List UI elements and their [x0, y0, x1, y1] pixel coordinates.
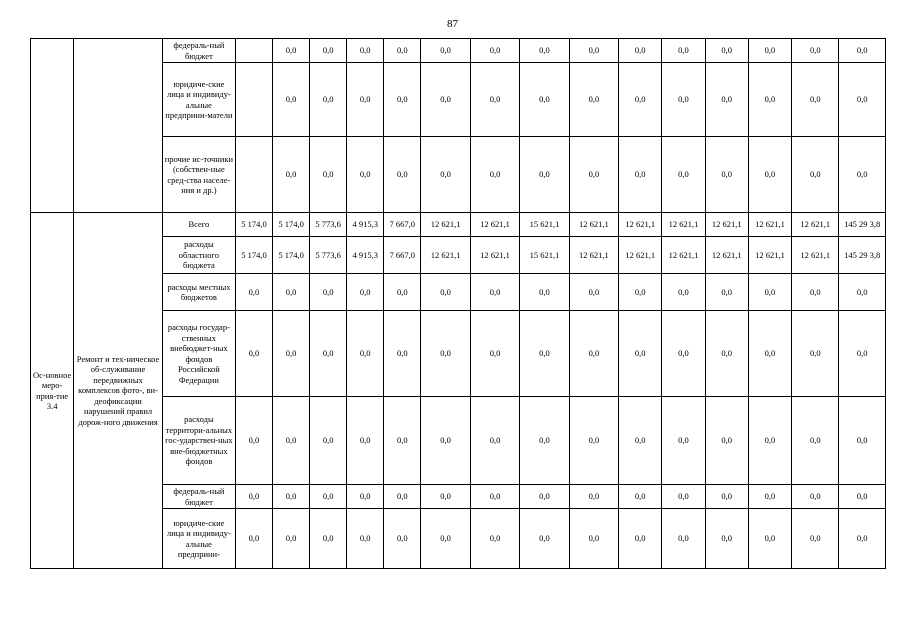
- value-cell: 0,0: [662, 397, 705, 485]
- value-cell: 0,0: [384, 274, 421, 311]
- value-cell: 0,0: [470, 485, 519, 509]
- value-cell: 0,0: [619, 137, 662, 213]
- value-cell: 0,0: [748, 311, 791, 397]
- source-cell: Всего: [162, 213, 235, 237]
- value-cell: 0,0: [748, 274, 791, 311]
- value-cell: 0,0: [421, 509, 470, 569]
- value-cell: 0,0: [619, 63, 662, 137]
- value-cell: 12 621,1: [662, 213, 705, 237]
- value-cell: 12 621,1: [619, 213, 662, 237]
- value-cell: 0,0: [421, 397, 470, 485]
- value-cell: 0,0: [520, 311, 569, 397]
- value-cell: 0,0: [569, 274, 618, 311]
- value-cell: 0,0: [839, 485, 886, 509]
- value-cell: 0,0: [347, 397, 384, 485]
- value-cell: 0,0: [310, 311, 347, 397]
- value-cell: 0,0: [273, 485, 310, 509]
- value-cell: 0,0: [619, 509, 662, 569]
- value-cell: 12 621,1: [421, 213, 470, 237]
- value-cell: 145 29 3,8: [839, 213, 886, 237]
- value-cell: 5 174,0: [235, 237, 272, 274]
- value-cell: 0,0: [470, 274, 519, 311]
- funding-table: [30, 38, 886, 569]
- value-cell: [235, 63, 272, 137]
- value-cell: 0,0: [421, 39, 470, 63]
- value-cell: 145 29 3,8: [839, 237, 886, 274]
- status-cell-continued: [31, 39, 74, 213]
- value-cell: 7 667,0: [384, 237, 421, 274]
- value-cell: 0,0: [310, 509, 347, 569]
- value-cell: 0,0: [470, 397, 519, 485]
- value-cell: 0,0: [748, 39, 791, 63]
- value-cell: 5 174,0: [273, 237, 310, 274]
- value-cell: 0,0: [662, 39, 705, 63]
- value-cell: 0,0: [792, 485, 839, 509]
- value-cell: 0,0: [569, 397, 618, 485]
- value-cell: 12 621,1: [569, 237, 618, 274]
- value-cell: 0,0: [839, 274, 886, 311]
- value-cell: 0,0: [662, 137, 705, 213]
- value-cell: 0,0: [235, 274, 272, 311]
- value-cell: 0,0: [662, 274, 705, 311]
- value-cell: 0,0: [470, 63, 519, 137]
- value-cell: 0,0: [662, 63, 705, 137]
- value-cell: 0,0: [839, 311, 886, 397]
- value-cell: [235, 137, 272, 213]
- value-cell: 0,0: [520, 485, 569, 509]
- value-cell: 0,0: [235, 311, 272, 397]
- value-cell: 5 773,6: [310, 237, 347, 274]
- value-cell: 0,0: [705, 485, 748, 509]
- value-cell: 12 621,1: [705, 237, 748, 274]
- table-row: [31, 213, 886, 237]
- value-cell: 5 174,0: [235, 213, 272, 237]
- value-cell: 0,0: [520, 137, 569, 213]
- value-cell: 0,0: [520, 39, 569, 63]
- value-cell: 4 915,3: [347, 213, 384, 237]
- value-cell: 0,0: [619, 485, 662, 509]
- source-cell: юридиче-ские лица и индивиду-альные предприни-: [162, 509, 235, 569]
- value-cell: 0,0: [384, 63, 421, 137]
- value-cell: 0,0: [347, 137, 384, 213]
- value-cell: 0,0: [421, 274, 470, 311]
- value-cell: 0,0: [705, 397, 748, 485]
- source-cell: расходы местных бюджетов: [162, 274, 235, 311]
- value-cell: 0,0: [619, 39, 662, 63]
- value-cell: 0,0: [705, 39, 748, 63]
- value-cell: 0,0: [662, 485, 705, 509]
- value-cell: 0,0: [569, 311, 618, 397]
- value-cell: 0,0: [748, 137, 791, 213]
- value-cell: 0,0: [792, 397, 839, 485]
- value-cell: 0,0: [235, 485, 272, 509]
- value-cell: 0,0: [384, 397, 421, 485]
- source-cell: расходы государ-ственных внебюджет-ных фондов Российской Федерации: [162, 311, 235, 397]
- measure-status-cell: Ос-новное меро-прия-тие 3.4: [31, 213, 74, 569]
- value-cell: 0,0: [705, 274, 748, 311]
- value-cell: 0,0: [347, 274, 384, 311]
- value-cell: 0,0: [347, 63, 384, 137]
- value-cell: 0,0: [792, 311, 839, 397]
- value-cell: 0,0: [421, 63, 470, 137]
- name-cell-continued: [74, 39, 163, 213]
- value-cell: 0,0: [520, 509, 569, 569]
- value-cell: 12 621,1: [470, 237, 519, 274]
- value-cell: 0,0: [569, 485, 618, 509]
- value-cell: 0,0: [520, 63, 569, 137]
- value-cell: 15 621,1: [520, 213, 569, 237]
- value-cell: 0,0: [273, 274, 310, 311]
- value-cell: 12 621,1: [705, 213, 748, 237]
- value-cell: 0,0: [839, 397, 886, 485]
- value-cell: 12 621,1: [619, 237, 662, 274]
- value-cell: 0,0: [792, 509, 839, 569]
- value-cell: 0,0: [705, 63, 748, 137]
- value-cell: 0,0: [662, 509, 705, 569]
- value-cell: 4 915,3: [347, 237, 384, 274]
- value-cell: 0,0: [662, 311, 705, 397]
- value-cell: 0,0: [792, 274, 839, 311]
- value-cell: 0,0: [273, 39, 310, 63]
- value-cell: 5 773,6: [310, 213, 347, 237]
- value-cell: 0,0: [273, 397, 310, 485]
- value-cell: 0,0: [273, 137, 310, 213]
- source-cell: прочие ис-точники (собствен-ные сред-ства населе-ния и др.): [162, 137, 235, 213]
- value-cell: 0,0: [470, 509, 519, 569]
- value-cell: 0,0: [839, 509, 886, 569]
- value-cell: 0,0: [705, 509, 748, 569]
- value-cell: 0,0: [619, 397, 662, 485]
- value-cell: 12 621,1: [748, 237, 791, 274]
- source-cell: расходы территори-альных гос-ударствен-ных вне-бюджетных фондов: [162, 397, 235, 485]
- value-cell: 0,0: [792, 39, 839, 63]
- value-cell: 0,0: [421, 137, 470, 213]
- value-cell: 0,0: [792, 137, 839, 213]
- value-cell: 0,0: [310, 397, 347, 485]
- source-cell: расходы областного бюджета: [162, 237, 235, 274]
- value-cell: 0,0: [619, 274, 662, 311]
- value-cell: 0,0: [839, 137, 886, 213]
- value-cell: 0,0: [705, 137, 748, 213]
- value-cell: 0,0: [470, 137, 519, 213]
- value-cell: 0,0: [748, 397, 791, 485]
- source-cell: федераль-ный бюджет: [162, 39, 235, 63]
- value-cell: 0,0: [748, 509, 791, 569]
- value-cell: 0,0: [273, 63, 310, 137]
- value-cell: 0,0: [421, 311, 470, 397]
- value-cell: 0,0: [310, 274, 347, 311]
- value-cell: 0,0: [273, 509, 310, 569]
- value-cell: 0,0: [384, 39, 421, 63]
- value-cell: 0,0: [347, 39, 384, 63]
- value-cell: 0,0: [569, 137, 618, 213]
- value-cell: 0,0: [705, 311, 748, 397]
- value-cell: 0,0: [470, 311, 519, 397]
- value-cell: 7 667,0: [384, 213, 421, 237]
- table-row: [31, 39, 886, 63]
- page-number: 87: [447, 18, 458, 30]
- value-cell: 0,0: [235, 397, 272, 485]
- value-cell: 12 621,1: [662, 237, 705, 274]
- measure-name-cell: Ремонт и тех-ническое об-служивание передвижных комплексов фото-, ви-деофиксации нарушений правил дорож-ного движения: [74, 213, 163, 569]
- value-cell: 5 174,0: [273, 213, 310, 237]
- value-cell: 0,0: [384, 311, 421, 397]
- value-cell: 0,0: [273, 311, 310, 397]
- value-cell: 15 621,1: [520, 237, 569, 274]
- value-cell: 0,0: [520, 274, 569, 311]
- value-cell: 0,0: [310, 39, 347, 63]
- value-cell: 0,0: [569, 63, 618, 137]
- value-cell: 0,0: [384, 485, 421, 509]
- value-cell: 0,0: [347, 509, 384, 569]
- value-cell: 12 621,1: [792, 237, 839, 274]
- value-cell: 0,0: [235, 509, 272, 569]
- value-cell: 0,0: [792, 63, 839, 137]
- value-cell: 12 621,1: [470, 213, 519, 237]
- value-cell: 0,0: [310, 137, 347, 213]
- value-cell: 0,0: [347, 311, 384, 397]
- value-cell: 0,0: [569, 509, 618, 569]
- value-cell: 12 621,1: [748, 213, 791, 237]
- value-cell: 12 621,1: [792, 213, 839, 237]
- value-cell: 0,0: [347, 485, 384, 509]
- value-cell: 0,0: [384, 137, 421, 213]
- value-cell: 0,0: [310, 485, 347, 509]
- value-cell: 0,0: [839, 39, 886, 63]
- source-cell: федераль-ный бюджет: [162, 485, 235, 509]
- value-cell: [235, 39, 272, 63]
- value-cell: 0,0: [470, 39, 519, 63]
- value-cell: 0,0: [384, 509, 421, 569]
- source-cell: юридиче-ские лица и индивиду-альные предприни-матели: [162, 63, 235, 137]
- value-cell: 0,0: [520, 397, 569, 485]
- value-cell: 0,0: [569, 39, 618, 63]
- value-cell: 12 621,1: [421, 237, 470, 274]
- value-cell: 0,0: [619, 311, 662, 397]
- value-cell: 0,0: [310, 63, 347, 137]
- value-cell: 0,0: [748, 485, 791, 509]
- value-cell: 12 621,1: [569, 213, 618, 237]
- value-cell: 0,0: [839, 63, 886, 137]
- value-cell: 0,0: [421, 485, 470, 509]
- value-cell: 0,0: [748, 63, 791, 137]
